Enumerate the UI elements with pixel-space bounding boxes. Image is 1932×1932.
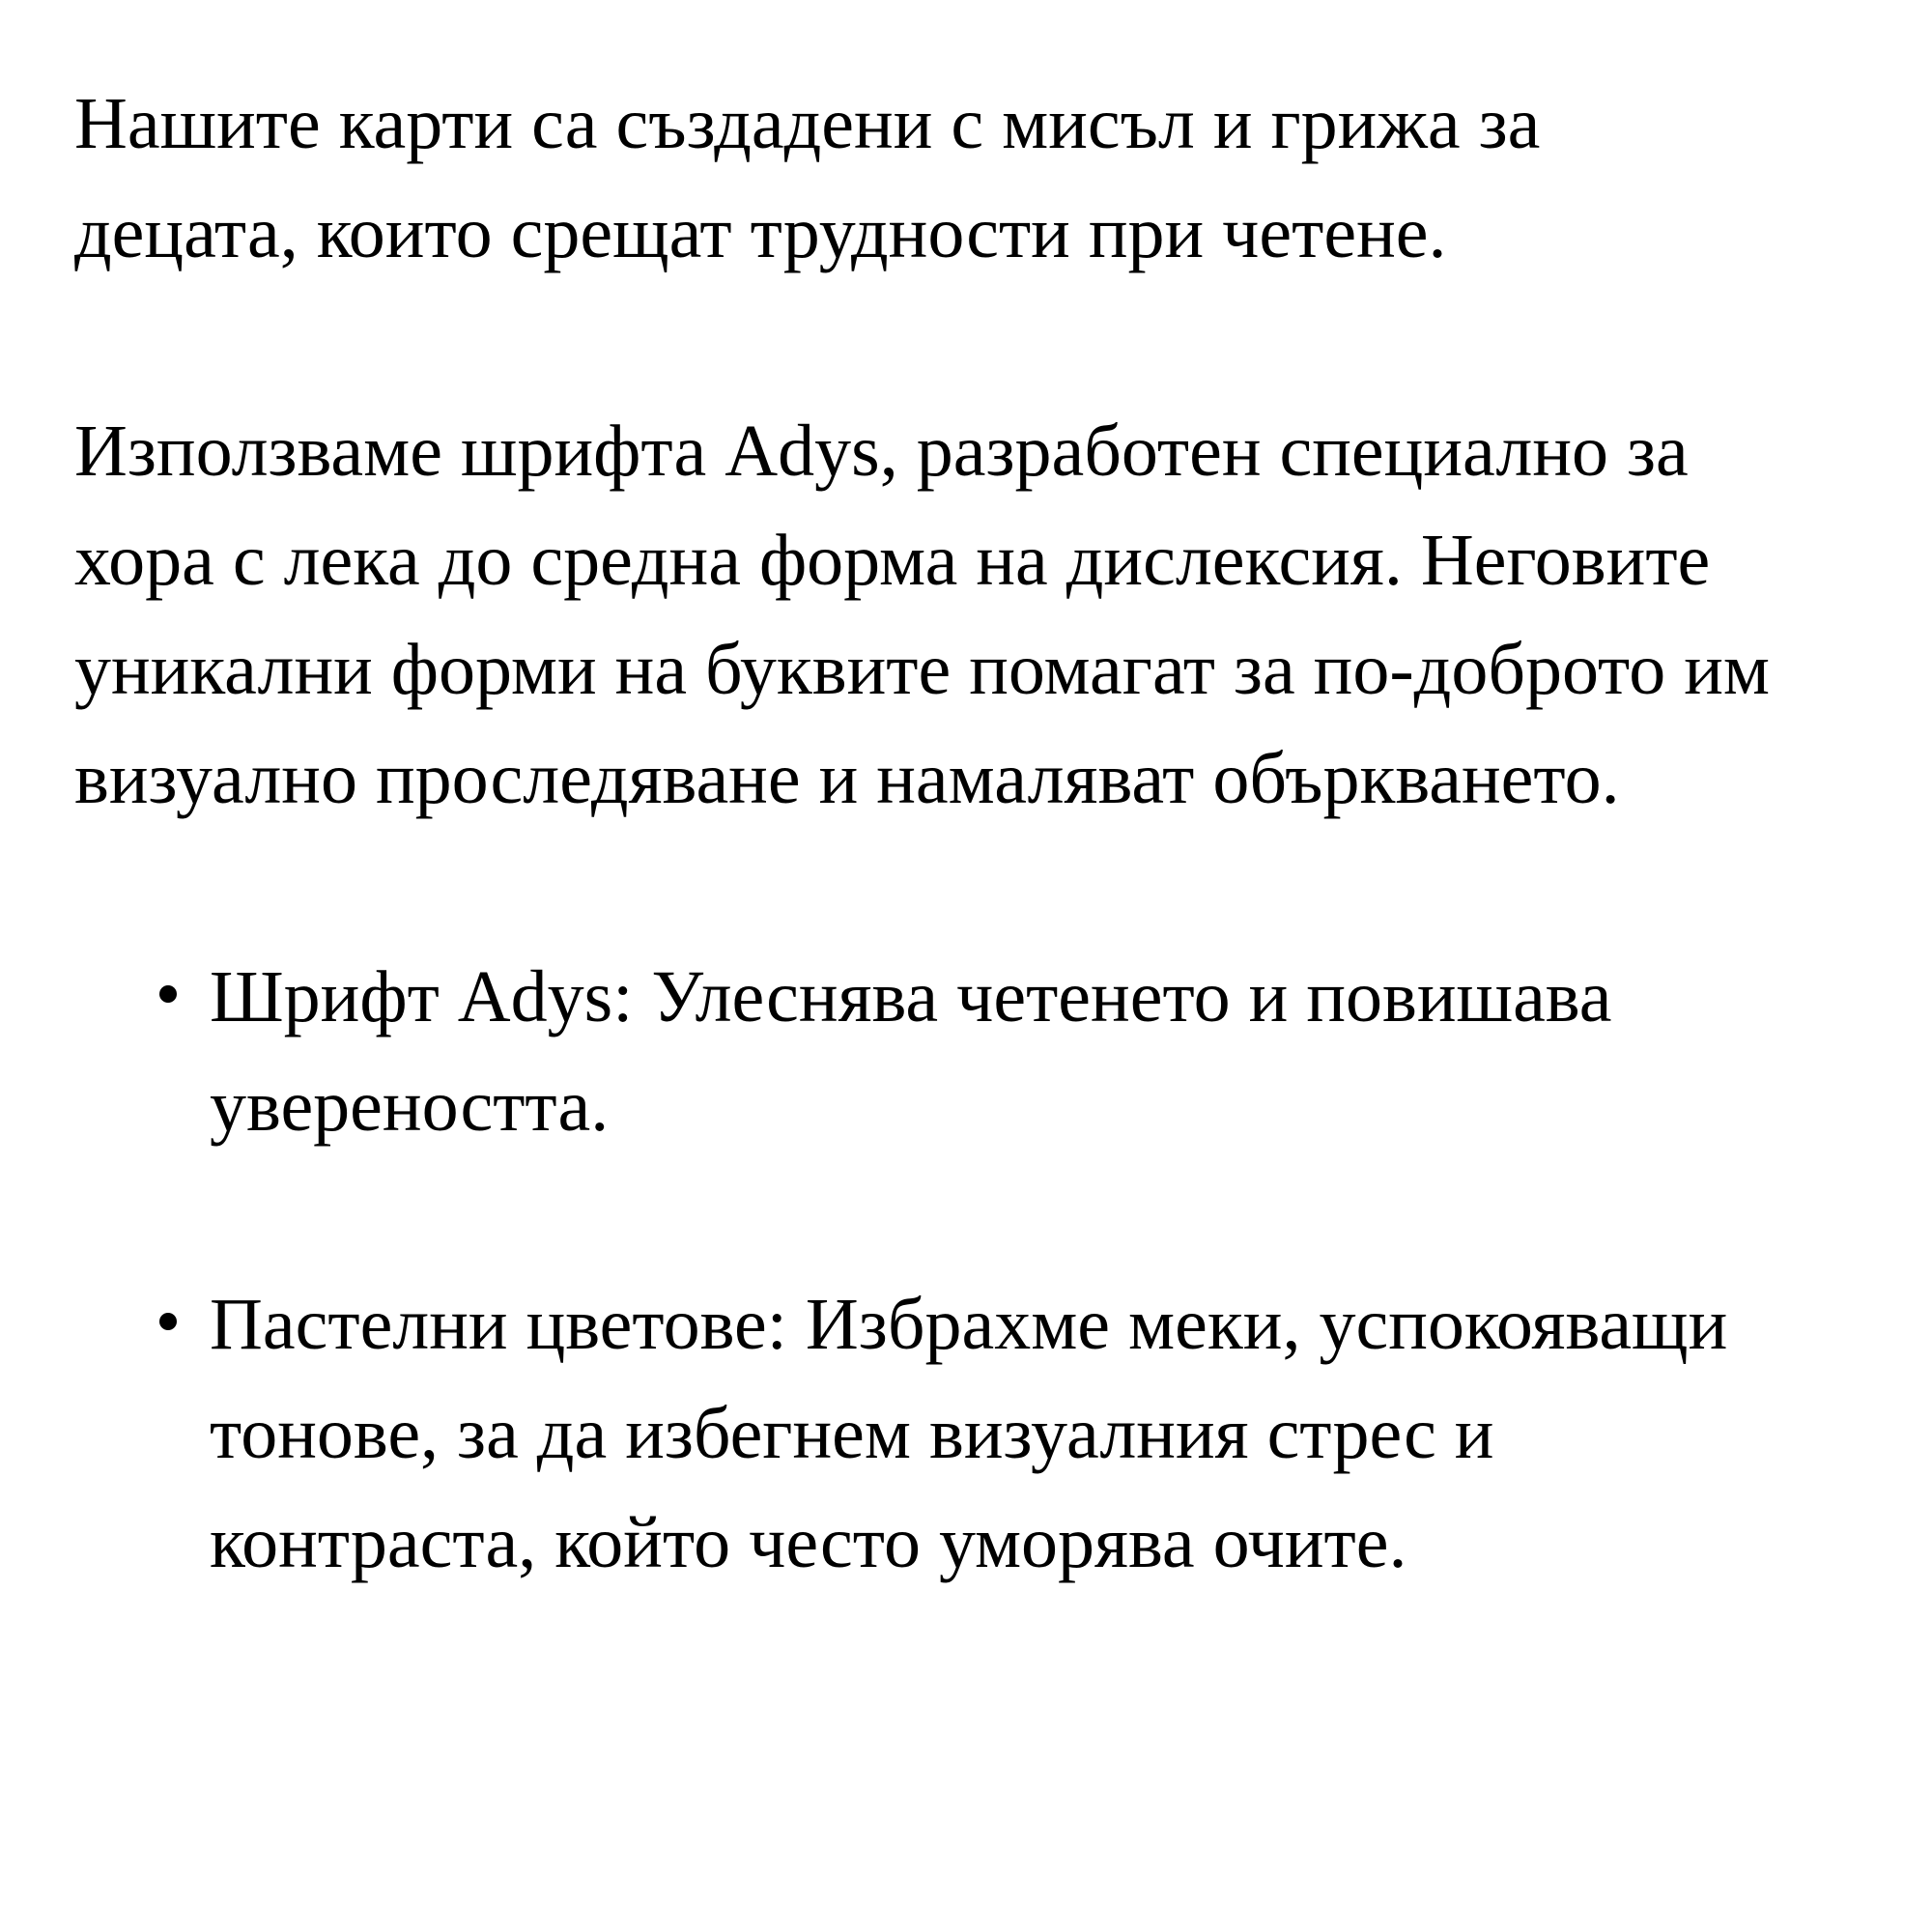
feature-text: Шрифт Adys: Улеснява четенето и повишава увереността. <box>210 956 1612 1147</box>
list-item <box>210 1270 1794 1598</box>
bullet-icon <box>159 1313 177 1330</box>
bullet-icon <box>159 985 177 1003</box>
features-list <box>74 943 1813 1598</box>
font-info-paragraph: Използваме шрифта Adys, разработен специално за хора с лека до средна форма на дислексия. Неговите уникални форми на буквите помагат за по-доброто им визуално проследяване и намаляват объркването. <box>74 411 1770 819</box>
intro-paragraph: Нашите карти са създадени с мисъл и грижа за децата, които срещат трудности при четене. <box>74 83 1541 273</box>
list-item <box>210 943 1871 1161</box>
document-body <box>74 70 1813 1598</box>
feature-text: Пастелни цветове: Избрахме меки, успокояващи тонове, за да избегнем визуалния стрес и контраста, който често уморява очите. <box>210 1284 1728 1583</box>
